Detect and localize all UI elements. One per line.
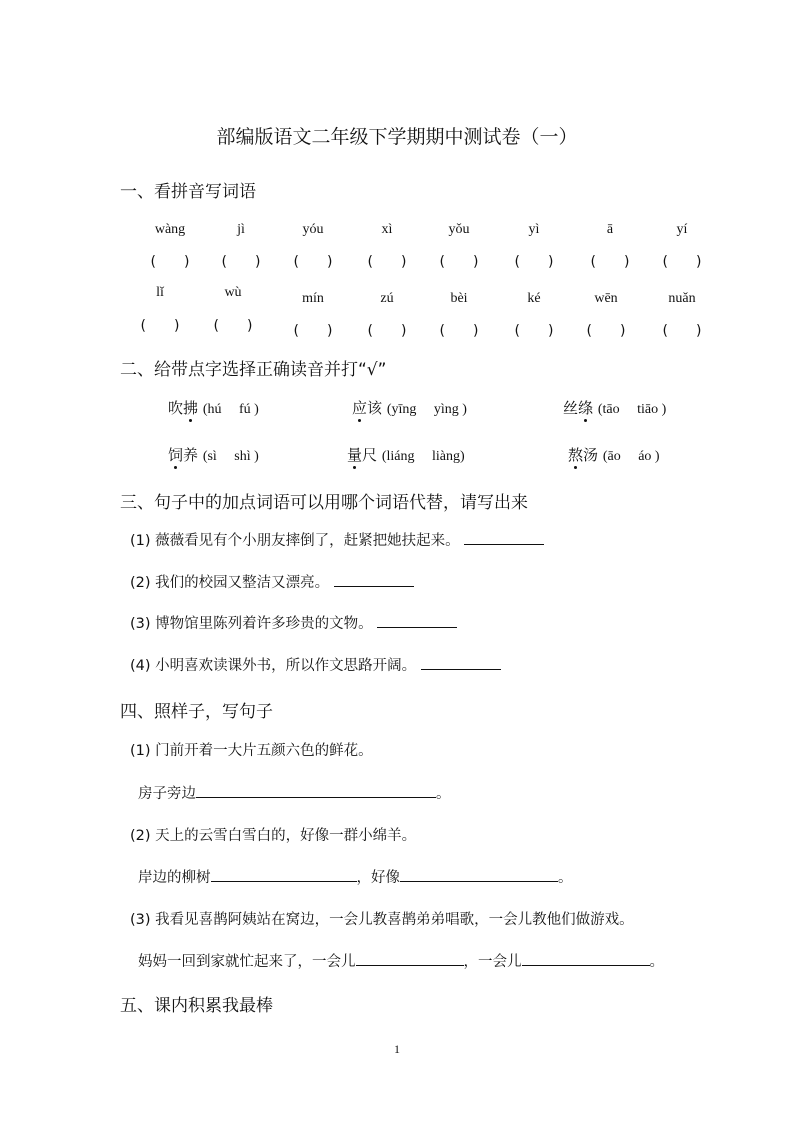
reading-item-4[interactable] — [168, 444, 259, 465]
reading-item-5[interactable] — [347, 444, 465, 465]
reading-options: (yīng yìng ) — [386, 402, 467, 417]
answer-blank[interactable] — [464, 530, 544, 545]
pinyin-label: yí — [676, 222, 688, 237]
answer-box[interactable]: ( ) — [514, 254, 554, 270]
page-title: 部编版语文二年级下学期期中测试卷（一） — [216, 126, 578, 148]
answer-box[interactable]: ( ) — [150, 254, 190, 270]
answer-box[interactable]: ( ) — [140, 318, 180, 334]
answer-box[interactable]: ( ) — [293, 323, 333, 339]
answer-box[interactable]: ( ) — [439, 254, 479, 270]
reading-word: 应该 — [352, 399, 383, 417]
s4-answer-1: 房子旁边 。 — [138, 782, 451, 803]
answer-box[interactable]: ( ) — [221, 254, 261, 270]
answer-blank[interactable] — [421, 655, 501, 670]
s4-example-2: (2) 天上的云雪白雪白的，好像一群小绵羊。 — [130, 828, 417, 844]
section-1-heading: 一、看拼音写词语 — [120, 182, 256, 202]
reading-word: 丝绦 — [563, 399, 594, 417]
section-2-heading: 二、给带点字选择正确读音并打“√” — [120, 360, 387, 380]
section-5-heading: 五、课内积累我最棒 — [120, 996, 273, 1016]
answer-blank[interactable] — [522, 951, 650, 966]
s4-example-3: (3) 我看见喜鹊阿姨站在窝边，一会儿教喜鹊弟弟唱歌，一会儿教他们做游戏。 — [130, 912, 634, 928]
answer-box[interactable]: ( ) — [367, 323, 407, 339]
reading-options: (tāo tiāo ) — [597, 402, 667, 417]
reading-item-2[interactable] — [352, 397, 467, 418]
s4-answer-3: 妈妈一回到家就忙起来了，一会儿 ，一会儿 。 — [138, 950, 664, 971]
pinyin-label: yì — [528, 222, 540, 237]
pinyin-label: yǒu — [448, 222, 470, 237]
reading-word: 熬汤 — [568, 446, 599, 464]
pinyin-label: wàng — [154, 222, 186, 237]
pinyin-label: nuǎn — [668, 291, 696, 306]
section-3-heading: 三、句子中的加点词语可以用哪个词语代替，请写出来 — [120, 493, 528, 513]
pinyin-label: ā — [606, 222, 614, 237]
answer-box[interactable]: ( ) — [590, 254, 630, 270]
s3-item-1: (1) 薇薇看见有个小朋友摔倒了，赶紧把她扶起来。 — [130, 529, 544, 550]
pinyin-label: yóu — [302, 222, 324, 237]
reading-item-1[interactable] — [168, 397, 259, 418]
answer-box[interactable]: ( ) — [662, 323, 702, 339]
pinyin-label: bèi — [450, 291, 468, 306]
section-4-heading: 四、照样子，写句子 — [120, 702, 273, 722]
pinyin-label: ké — [527, 291, 541, 306]
s3-item-3: (3) 博物馆里陈列着许多珍贵的文物。 — [130, 612, 457, 633]
s4-answer-2: 岸边的柳树 ，好像 。 — [138, 866, 573, 887]
answer-blank[interactable] — [377, 613, 457, 628]
answer-box[interactable]: ( ) — [514, 323, 554, 339]
answer-box[interactable]: ( ) — [367, 254, 407, 270]
reading-options: (liáng liàng) — [381, 449, 465, 464]
answer-box[interactable]: ( ) — [439, 323, 479, 339]
reading-options: (sì shì ) — [202, 449, 259, 464]
reading-word: 吹拂 — [168, 399, 199, 417]
pinyin-label: zú — [380, 291, 394, 306]
s3-item-4: (4) 小明喜欢读课外书，所以作文思路开阔。 — [130, 654, 501, 675]
reading-options: (hú fú ) — [202, 402, 259, 417]
pinyin-label: jì — [237, 222, 245, 237]
reading-options: (āo áo ) — [602, 449, 660, 464]
reading-item-6[interactable] — [568, 444, 660, 465]
reading-word: 饲养 — [168, 446, 199, 464]
answer-box[interactable]: ( ) — [213, 318, 253, 334]
reading-word: 量尺 — [347, 446, 378, 464]
answer-blank[interactable] — [356, 951, 464, 966]
answer-blank[interactable] — [334, 572, 414, 587]
page-number: 1 — [394, 1042, 400, 1056]
pinyin-label: lǐ — [156, 285, 164, 300]
pinyin-label: wēn — [594, 291, 618, 306]
pinyin-label: xì — [381, 222, 393, 237]
answer-blank[interactable] — [400, 867, 558, 882]
answer-box[interactable]: ( ) — [662, 254, 702, 270]
answer-box[interactable]: ( ) — [586, 323, 626, 339]
answer-blank[interactable] — [211, 867, 357, 882]
s4-example-1: (1) 门前开着一大片五颜六色的鲜花。 — [130, 743, 373, 759]
reading-item-3[interactable] — [563, 397, 666, 418]
pinyin-label: wù — [224, 285, 242, 300]
answer-blank[interactable] — [196, 783, 436, 798]
answer-box[interactable]: ( ) — [293, 254, 333, 270]
pinyin-label: mín — [302, 291, 324, 306]
s3-item-2: (2) 我们的校园又整洁又漂亮。 — [130, 571, 414, 592]
